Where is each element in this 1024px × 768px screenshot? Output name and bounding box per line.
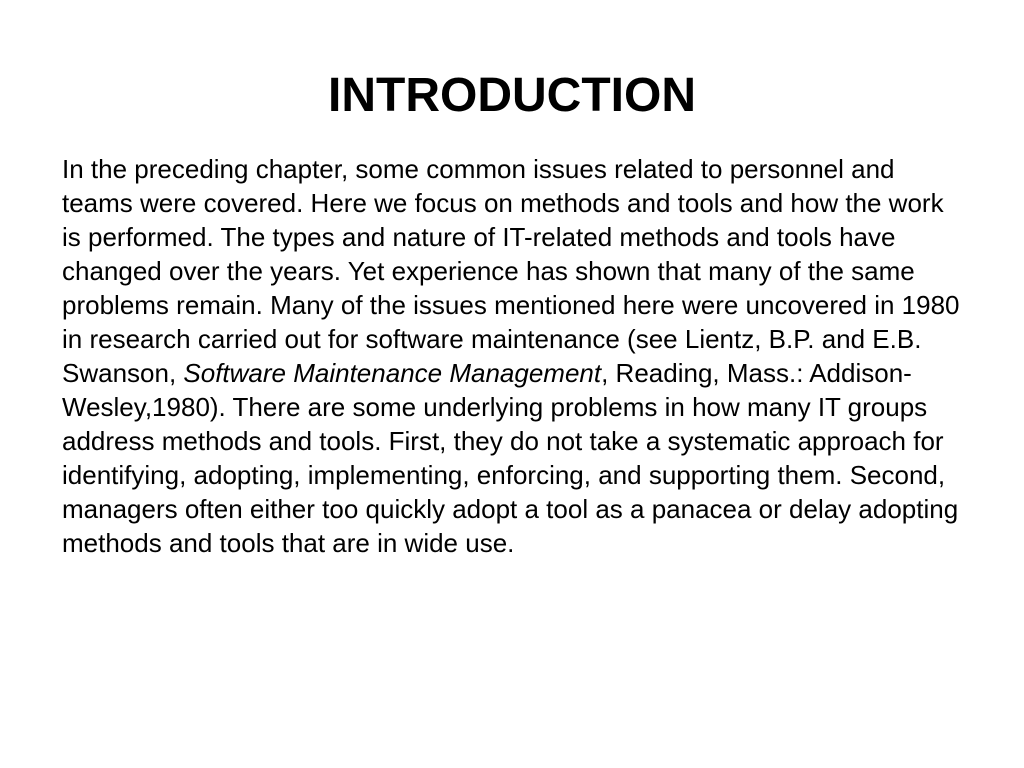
body-text-part-1: In the preceding chapter, some common issues related to personnel and teams were covered. Here we focus on methods and tools and how the work is performed. The types and nature of IT-related methods and tools have changed over the years. Yet experience has shown that many of the same problems remain. Many of the issues mentioned here were uncovered in 1980 in research carried out for software maintenance (see Lientz, B.P. and E.B. Swanson, — [62, 154, 960, 388]
body-text-part-2: , Reading, Mass.: Addison-Wesley,1980). There are some underlying problems in how many IT groups address methods and tools. First, they do not take a systematic approach for identifying, adopting, implementing, enforcing, and supporting them. Second, managers often either too quickly adopt a tool as a panacea or delay adopting methods and tools that are in wide use. — [62, 358, 959, 558]
book-title: Software Maintenance Management — [183, 358, 602, 388]
slide-title: INTRODUCTION — [328, 69, 696, 122]
slide-body-text — [62, 152, 968, 560]
